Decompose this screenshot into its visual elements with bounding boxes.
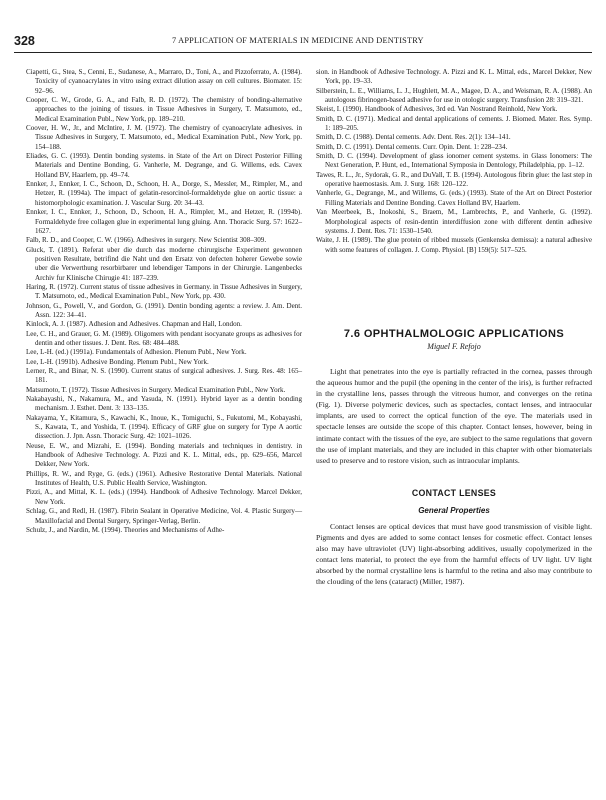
reference-item: Pizzi, A., and Mittal, K. L. (eds.) (1994). Handbook of Adhesive Technology. Marcel Dekker, New York. [26, 488, 302, 506]
reference-item: Schulz, J., and Nardin, M. (1994). Theories and Mechanisms of Adhe- [26, 525, 225, 534]
subsection-paragraph: Contact lenses are optical devices that must have good transmission of visible light. Pigments and dyes are added to some contact lenses for cosmetic effect. Contact lenses also may have ultraviolet (UV) light-absorbing additives, usually copolymerized in the contact lens material, to protect the eye from the harmful effects of UV light. UV light absorbed by the normal crystalline lens is harmful to the retina and also may contribute to the clouding of the lens (cataract) (Miller, 1987). [316, 521, 592, 587]
reference-item: Haring, R. (1972). Current status of tissue adhesives in Germany. in Tissue Adhesives in Surgery, T. Matsumoto, ed., Medical Examination Publ., New York, pp. 430. [26, 282, 302, 301]
reference-item: Matsumoto, T. (1972). Tissue Adhesives in Surgery. Medical Examination Publ., New York. [26, 385, 286, 394]
section-author: Miguel F. Refojo [427, 342, 481, 351]
reference-item: Ennker, J., Ennker, I. C., Schoon, D., Schoon, H. A., Dorge, S., Messler, M., Rimpler, M., and Hetzer, R. (1994a). The impact of gelatin-resorcinol-formaldehyde glue on aortic tissue: a histomorphologic examination. J. Vascular Surg. 20: 34–43. [26, 180, 302, 207]
reference-item: sion. in Handbook of Adhesive Technology. A. Pizzi and K. L. Mittal, eds., Marcel Dekker, New York, pp. 19–33. [316, 68, 592, 86]
reference-item: Lerner, R., and Binar, N. S. (1990). Current status of surgical adhesives. J. Surg. Res. 48: 165–181. [26, 367, 302, 385]
reference-item: Smith, D. C. (1988). Dental cements. Adv. Dent. Res. 2(1): 134–141. [316, 133, 511, 142]
reference-item: Ciapetti, G., Stea, S., Cenni, E., Sudanese, A., Marraro, D., Toni, A., and Pizzoferrato, A. (1984). Toxicity of cyanoacrylates in vitro using extract dilution assay on cell cultures. Biomater. 15: 92–96. [26, 68, 302, 95]
running-head: 7 APPLICATION OF MATERIALS IN MEDICINE AND DENTISTRY [172, 36, 424, 45]
reference-item: Smith, D. C. (1991). Dental cements. Curr. Opin. Dent. 1: 228–234. [316, 142, 508, 151]
reference-item: Johnson, G., Powell, V., and Gordon, G. (1991). Dentin bonding agents: a review. J. Am. Dent. Assn. 122: 34–41. [26, 301, 302, 319]
reference-item: Tawes, R. L., Jr., Sydorak, G. R., and DuVall, T. B. (1994). Autologous fibrin glue: the last step in operative haemostasis. Am. J. Surg. 168: 120–122. [316, 170, 593, 189]
reference-item: Falb, R. D., and Cooper, C. W. (1966). Adhesives in surgery. New Scientist 308–309. [26, 236, 267, 245]
reference-item: Nakabayashi, N., Nakamura, M., and Yasuda, N. (1991). Hybrid layer as a dentin bonding mechanism. J. Esthet. Dent. 3: 133–135. [26, 395, 302, 413]
reference-item: Lee, C. H., and Grauer, G. M. (1989). Oligomers with pendant isocyanate groups as adhesives for dentin and other tissues. J. Dent. Res. 68: 484–488. [26, 329, 302, 347]
reference-item: Smith, D. C. (1994). Development of glass ionomer cement systems. in Glass Ionomers: The Next Generation, P. Hunt, ed., International Symposia in Dentology, Philadelphia, pp. 1–12. [316, 152, 592, 170]
reference-item: Smith, D. C. (1971). Medical and dental applications of cements. J. Biomed. Mater. Res. Symp. 1: 189–205. [316, 114, 592, 133]
reference-item: Kinlock, A. J. (1987). Adhesion and Adhesives. Chapman and Hall, London. [26, 320, 242, 329]
section-paragraph: Light that penetrates into the eye is partially refracted in the cornea, passes through the aqueous humor and the pupil (the opening in the center of the iris), is further refracted in the crystalline lens, passes through the vitreous humor, and converges on the retina (Fig. 1). Diverse polymeric devices, such as spectacles, contact lenses, and intraocular implants, are used to correct the optical function of the eye. The materials used in spectacle lenses are outside the scope of this chapter. Contact lenses, however, being in intimate contact with the tissues of the eye, are subject to the same regulations that govern the use of implant materials, and they are included in this chapter with other biomaterials used to preserve and to restore vision, such as intraocular implants. [316, 367, 592, 465]
reference-item: Waite, J. H. (1989). The glue protein of ribbed mussels (Genkenska demissa): a natural adhesive with some features of collagen. J. Comp. Physiol. [B] 159(5): 517–525. [316, 236, 592, 254]
section-ophthalmologic [316, 328, 592, 587]
reference-item: Neuse, E. W., and Mizrahi, E. (1994). Bonding materials and techniques in dentistry. in Handbook of Adhesive Technology. A. Pizzi and K. L. Mittal, eds., pp. 629–656, Marcel Dekker, New York. [26, 441, 302, 469]
reference-item: Ennker, I. C., Ennker, J., Schoon, D., Schoon, H. A., Rimpler, M., and Hetzer, R. (1994b). Formaldehyde free collagen glue in experimental lung gluing. Ann. Thoracic Surg. 57: 1622–1627. [26, 208, 302, 235]
subsection-subtitle: General Properties [418, 505, 490, 515]
reference-item: Van Meerbeek, B., Inokoshi, S., Braem, M., Lambrechts, P., and Vanherle, G. (1992). Morphological aspects of resin-dentin interdiffusion zone with different dentin adhesive systems. J. Dent. Res. 71: 1530–1540. [316, 208, 592, 235]
reference-item: Lee, L-H. (1991b). Adhesive Bonding. Plenum Publ., New York. [26, 357, 209, 366]
reference-item: Eliades, G. C. (1993). Dentin bonding systems. in State of the Art on Direct Posterior Filling Materials and Dentine Bonding, G. Vanherle, M. Degrange, and G. Willems, eds. Cavex Holland BV, Haarlem, pp. 49–74. [26, 152, 302, 179]
reference-item: Coover, H. W., Jr., and McIntire, J. M. (1972). The chemistry of cyanoacrylate adhesives. in Tissue Adhesives in Surgery, T. Matsumoto, ed., Medical Examination Publ., New York, pp. 154–188. [26, 124, 302, 151]
reference-item: Skeist, I. (1990). Handbook of Adhesives, 3rd ed. Van Nostrand Reinhold, New York. [316, 105, 558, 114]
reference-item: Phillips, R. W., and Ryge, G. (eds.) (1961). Adhesive Restorative Dental Materials. National Institutes of Health, U.S. Public Health Service, Washington. [26, 469, 302, 488]
reference-item: Nakayama, Y., Kitamura, S., Kawachi, K., Inoue, K., Tomiguchi, S., Fukutomi, M., Kobayashi, S., Kawata, T., and Yoshida, T. (1994). Efficacy of GRF glue on surgery for Type A aortic dissection. J. Jpn. Assn. Thoracic Surg. 42: 1021–1026. [26, 413, 302, 441]
reference-item: Cooper, C. W., Grode, G. A., and Falb, R. D. (1972). The chemistry of bonding-alternative approaches to the joining of tissues. in Tissue Adhesives in Surgery, T. Matsumoto, ed., Medical Examination Publ., New York, pp. 189–210. [26, 96, 302, 123]
subsection-title: CONTACT LENSES [411, 487, 497, 498]
reference-item: Silberstein, L. E., Williams, L. J., Hughlett, M. A., Magee, D. A., and Weisman, R. A. (1988). An autologous fibrinogen-based adhesive for use in otologic surgery. Transfusion 28: 319–321. [316, 86, 592, 105]
section-title: 7.6 OPHTHALMOLOGIC APPLICATIONS [343, 328, 565, 340]
left-column [26, 68, 302, 535]
reference-item: Lee, L-H. (ed.) (1991a). Fundamentals of Adhesion. Plenum Publ., New York. [26, 348, 247, 357]
reference-item: Schlag, G., and Redl, H. (1987). Fibrin Sealant in Operative Medicine, Vol. 4. Plastic Surgery—Maxillofacial and Dental Surgery, Springer-Verlag, Berlin. [26, 507, 302, 525]
reference-item: Gluck, T. (1891). Referat uber die durch das moderne chirurgische Experiment gewonnen positiven Resultate, betrifind die Naht und den Ersatz von defecten hoherer Gewebe sowie uber die Verwerthung resorbirbarer und lebendiger Tampons in der Chirurgie. Langenbecks Archiv fur Klinische Chirugie 41: 187–239. [26, 245, 302, 282]
section-block [316, 0, 592, 168]
reference-item: Vanherle, G., Degrange, M., and Willems, G. (eds.) (1993). State of the Art on Direct Posterior Filling Materials and Dentine Bonding. Cavex Holland BV, Haarlem. [316, 189, 592, 207]
page-number: 328 [14, 34, 35, 48]
